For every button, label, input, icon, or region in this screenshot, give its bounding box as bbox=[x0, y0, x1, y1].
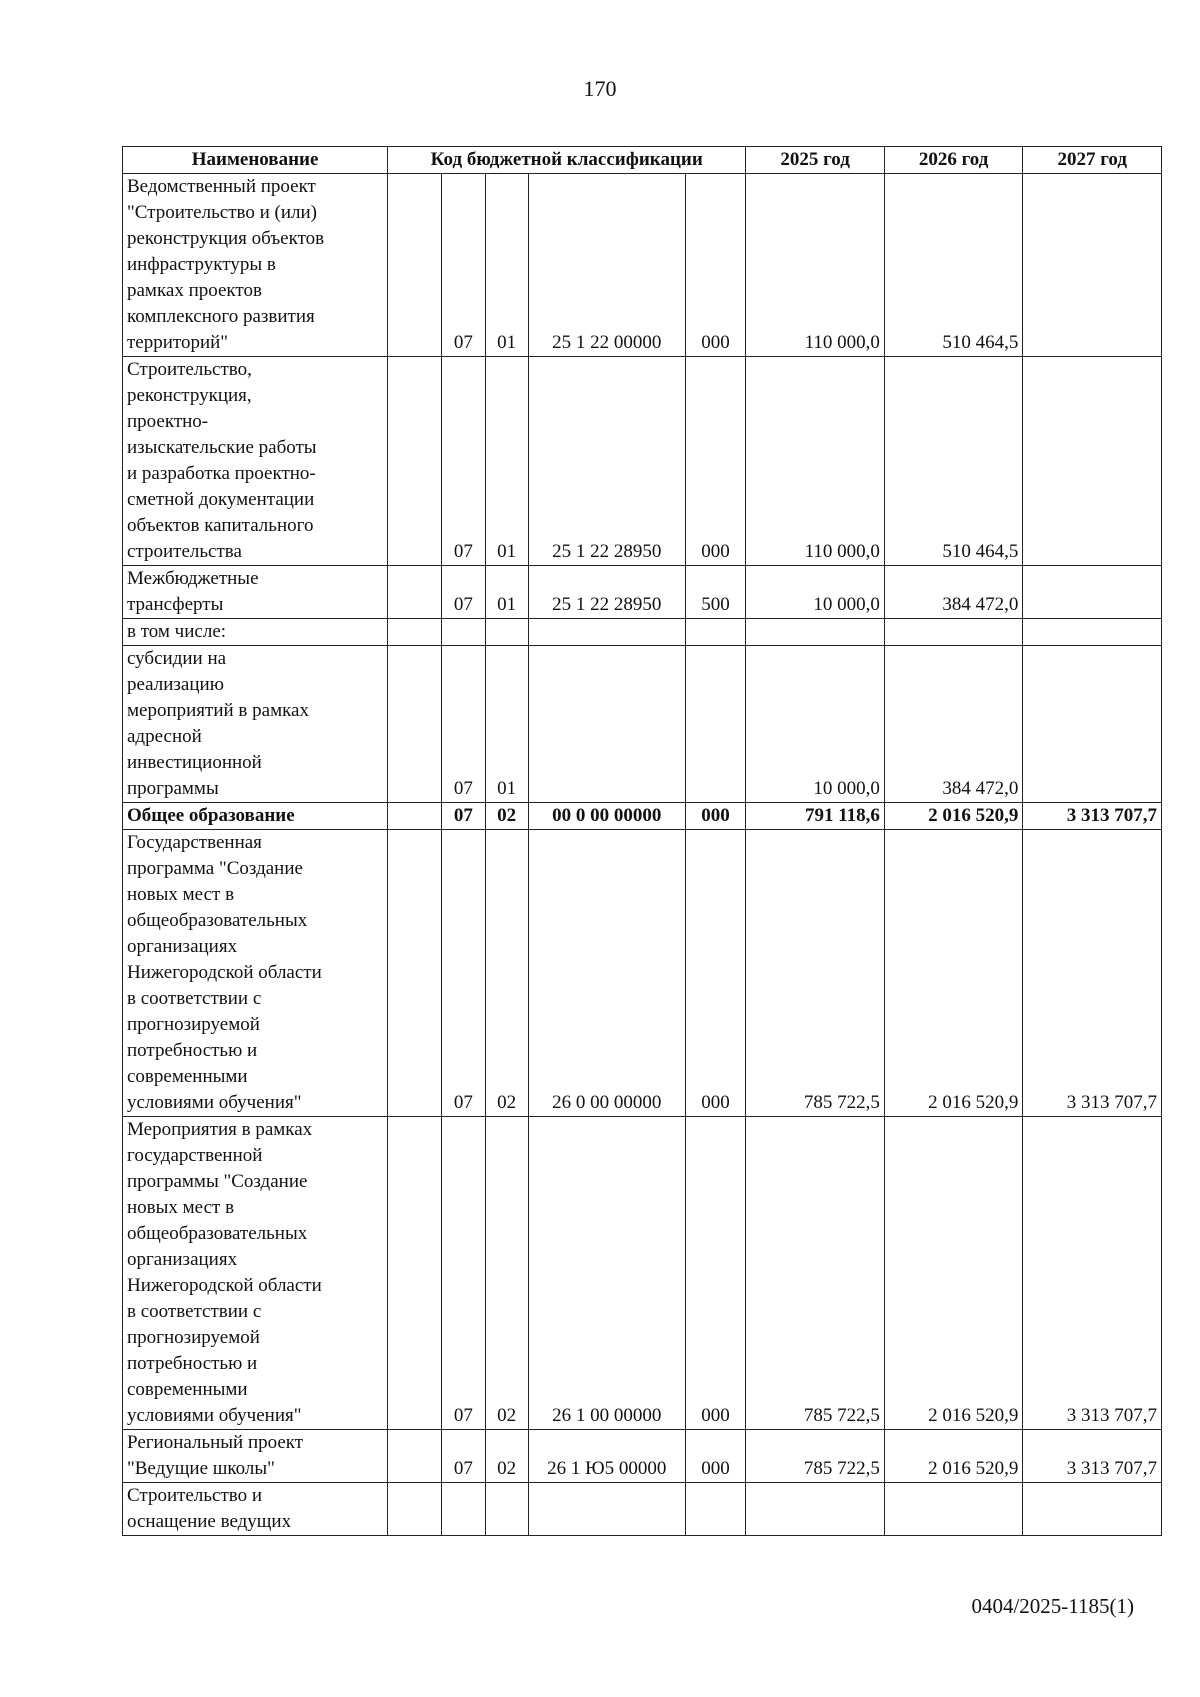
code-section bbox=[442, 1483, 485, 1536]
table-row bbox=[123, 357, 1162, 566]
code-subsection: 02 bbox=[485, 1117, 528, 1430]
code-blank bbox=[388, 1430, 442, 1483]
row-name: Общее образование bbox=[123, 803, 388, 830]
value-2027 bbox=[1023, 646, 1162, 803]
value-2026: 510 464,5 bbox=[884, 174, 1023, 357]
code-section: 07 bbox=[442, 566, 485, 619]
code-section: 07 bbox=[442, 830, 485, 1117]
table-header-row bbox=[123, 147, 1162, 174]
code-expense-type: 000 bbox=[685, 174, 746, 357]
code-subsection: 01 bbox=[485, 174, 528, 357]
value-2025 bbox=[746, 1483, 885, 1536]
code-subsection: 02 bbox=[485, 803, 528, 830]
value-2027 bbox=[1023, 1483, 1162, 1536]
code-blank bbox=[388, 646, 442, 803]
code-subsection: 01 bbox=[485, 566, 528, 619]
page-number: 170 bbox=[583, 76, 617, 101]
code-target-article: 00 0 00 00000 bbox=[528, 803, 685, 830]
value-2026: 2 016 520,9 bbox=[884, 830, 1023, 1117]
document-code: 0404/2025-1185(1) bbox=[971, 1594, 1134, 1618]
code-target-article: 26 1 Ю5 00000 bbox=[528, 1430, 685, 1483]
code-expense-type: 500 bbox=[685, 566, 746, 619]
code-subsection: 02 bbox=[485, 1430, 528, 1483]
code-target-article: 25 1 22 28950 bbox=[528, 566, 685, 619]
code-blank bbox=[388, 830, 442, 1117]
value-2027 bbox=[1023, 174, 1162, 357]
code-subsection: 01 bbox=[485, 357, 528, 566]
code-section: 07 bbox=[442, 803, 485, 830]
code-target-article: 25 1 22 00000 bbox=[528, 174, 685, 357]
value-2025: 10 000,0 bbox=[746, 566, 885, 619]
table-row bbox=[123, 174, 1162, 357]
row-name: Строительство, реконструкция, проектно- изыскательские работы и разработка проектно- сметной документации объектов капитального строительства bbox=[123, 357, 388, 566]
code-expense-type: 000 bbox=[685, 1430, 746, 1483]
value-2025 bbox=[746, 619, 885, 646]
value-2025: 785 722,5 bbox=[746, 1430, 885, 1483]
value-2027 bbox=[1023, 357, 1162, 566]
table-row bbox=[123, 1117, 1162, 1430]
table-row bbox=[123, 619, 1162, 646]
code-expense-type bbox=[685, 1483, 746, 1536]
value-2026 bbox=[884, 619, 1023, 646]
value-2027: 3 313 707,7 bbox=[1023, 1117, 1162, 1430]
value-2025: 785 722,5 bbox=[746, 830, 885, 1117]
row-name: в том числе: bbox=[123, 619, 388, 646]
value-2026 bbox=[884, 1483, 1023, 1536]
code-expense-type bbox=[685, 619, 746, 646]
code-section bbox=[442, 619, 485, 646]
value-2026: 510 464,5 bbox=[884, 357, 1023, 566]
value-2025: 785 722,5 bbox=[746, 1117, 885, 1430]
header-2026: 2026 год bbox=[884, 147, 1023, 174]
code-blank bbox=[388, 566, 442, 619]
code-target-article: 26 1 00 00000 bbox=[528, 1117, 685, 1430]
code-subsection bbox=[485, 1483, 528, 1536]
code-section: 07 bbox=[442, 357, 485, 566]
code-expense-type: 000 bbox=[685, 803, 746, 830]
code-expense-type: 000 bbox=[685, 357, 746, 566]
row-name: Мероприятия в рамках государственной программы "Создание новых мест в общеобразовательных организациях Нижегородской области в соответствии с прогнозируемой потребностью и современными условиями обучения" bbox=[123, 1117, 388, 1430]
row-name: Государственная программа "Создание новых мест в общеобразовательных организациях Нижегородской области в соответствии с прогнозируемой потребностью и современными условиями обучения" bbox=[123, 830, 388, 1117]
header-2025: 2025 год bbox=[746, 147, 885, 174]
code-section: 07 bbox=[442, 174, 485, 357]
value-2025: 110 000,0 bbox=[746, 174, 885, 357]
value-2025: 110 000,0 bbox=[746, 357, 885, 566]
value-2027 bbox=[1023, 619, 1162, 646]
value-2027 bbox=[1023, 566, 1162, 619]
code-blank bbox=[388, 1117, 442, 1430]
table-row bbox=[123, 566, 1162, 619]
code-target-article bbox=[528, 619, 685, 646]
header-name: Наименование bbox=[123, 147, 388, 174]
value-2025: 10 000,0 bbox=[746, 646, 885, 803]
code-target-article: 25 1 22 28950 bbox=[528, 357, 685, 566]
code-blank bbox=[388, 619, 442, 646]
code-target-article: 26 0 00 00000 bbox=[528, 830, 685, 1117]
row-name: Строительство и оснащение ведущих bbox=[123, 1483, 388, 1536]
value-2026: 384 472,0 bbox=[884, 646, 1023, 803]
code-expense-type bbox=[685, 646, 746, 803]
code-blank bbox=[388, 1483, 442, 1536]
table-row bbox=[123, 830, 1162, 1117]
value-2027: 3 313 707,7 bbox=[1023, 1430, 1162, 1483]
code-blank bbox=[388, 174, 442, 357]
table-row bbox=[123, 803, 1162, 830]
code-subsection: 01 bbox=[485, 646, 528, 803]
value-2026: 2 016 520,9 bbox=[884, 1117, 1023, 1430]
table-row bbox=[123, 646, 1162, 803]
code-target-article bbox=[528, 646, 685, 803]
code-expense-type: 000 bbox=[685, 830, 746, 1117]
value-2026: 2 016 520,9 bbox=[884, 1430, 1023, 1483]
code-subsection bbox=[485, 619, 528, 646]
row-name: Региональный проект "Ведущие школы" bbox=[123, 1430, 388, 1483]
budget-table bbox=[122, 146, 1162, 1536]
value-2027: 3 313 707,7 bbox=[1023, 803, 1162, 830]
header-2027: 2027 год bbox=[1023, 147, 1162, 174]
code-blank bbox=[388, 357, 442, 566]
code-section: 07 bbox=[442, 1430, 485, 1483]
value-2025: 791 118,6 bbox=[746, 803, 885, 830]
value-2026: 2 016 520,9 bbox=[884, 803, 1023, 830]
value-2026: 384 472,0 bbox=[884, 566, 1023, 619]
code-target-article bbox=[528, 1483, 685, 1536]
code-subsection: 02 bbox=[485, 830, 528, 1117]
row-name: Ведомственный проект "Строительство и (или) реконструкция объектов инфраструктуры в рамках проектов комплексного развития территорий" bbox=[123, 174, 388, 357]
code-expense-type: 000 bbox=[685, 1117, 746, 1430]
code-section: 07 bbox=[442, 1117, 485, 1430]
value-2027: 3 313 707,7 bbox=[1023, 830, 1162, 1117]
code-section: 07 bbox=[442, 646, 485, 803]
table-row bbox=[123, 1483, 1162, 1536]
row-name: Межбюджетные трансферты bbox=[123, 566, 388, 619]
code-blank bbox=[388, 803, 442, 830]
header-code: Код бюджетной классификации bbox=[388, 147, 746, 174]
table-row bbox=[123, 1430, 1162, 1483]
row-name: субсидии на реализацию мероприятий в рамках адресной инвестиционной программы bbox=[123, 646, 388, 803]
